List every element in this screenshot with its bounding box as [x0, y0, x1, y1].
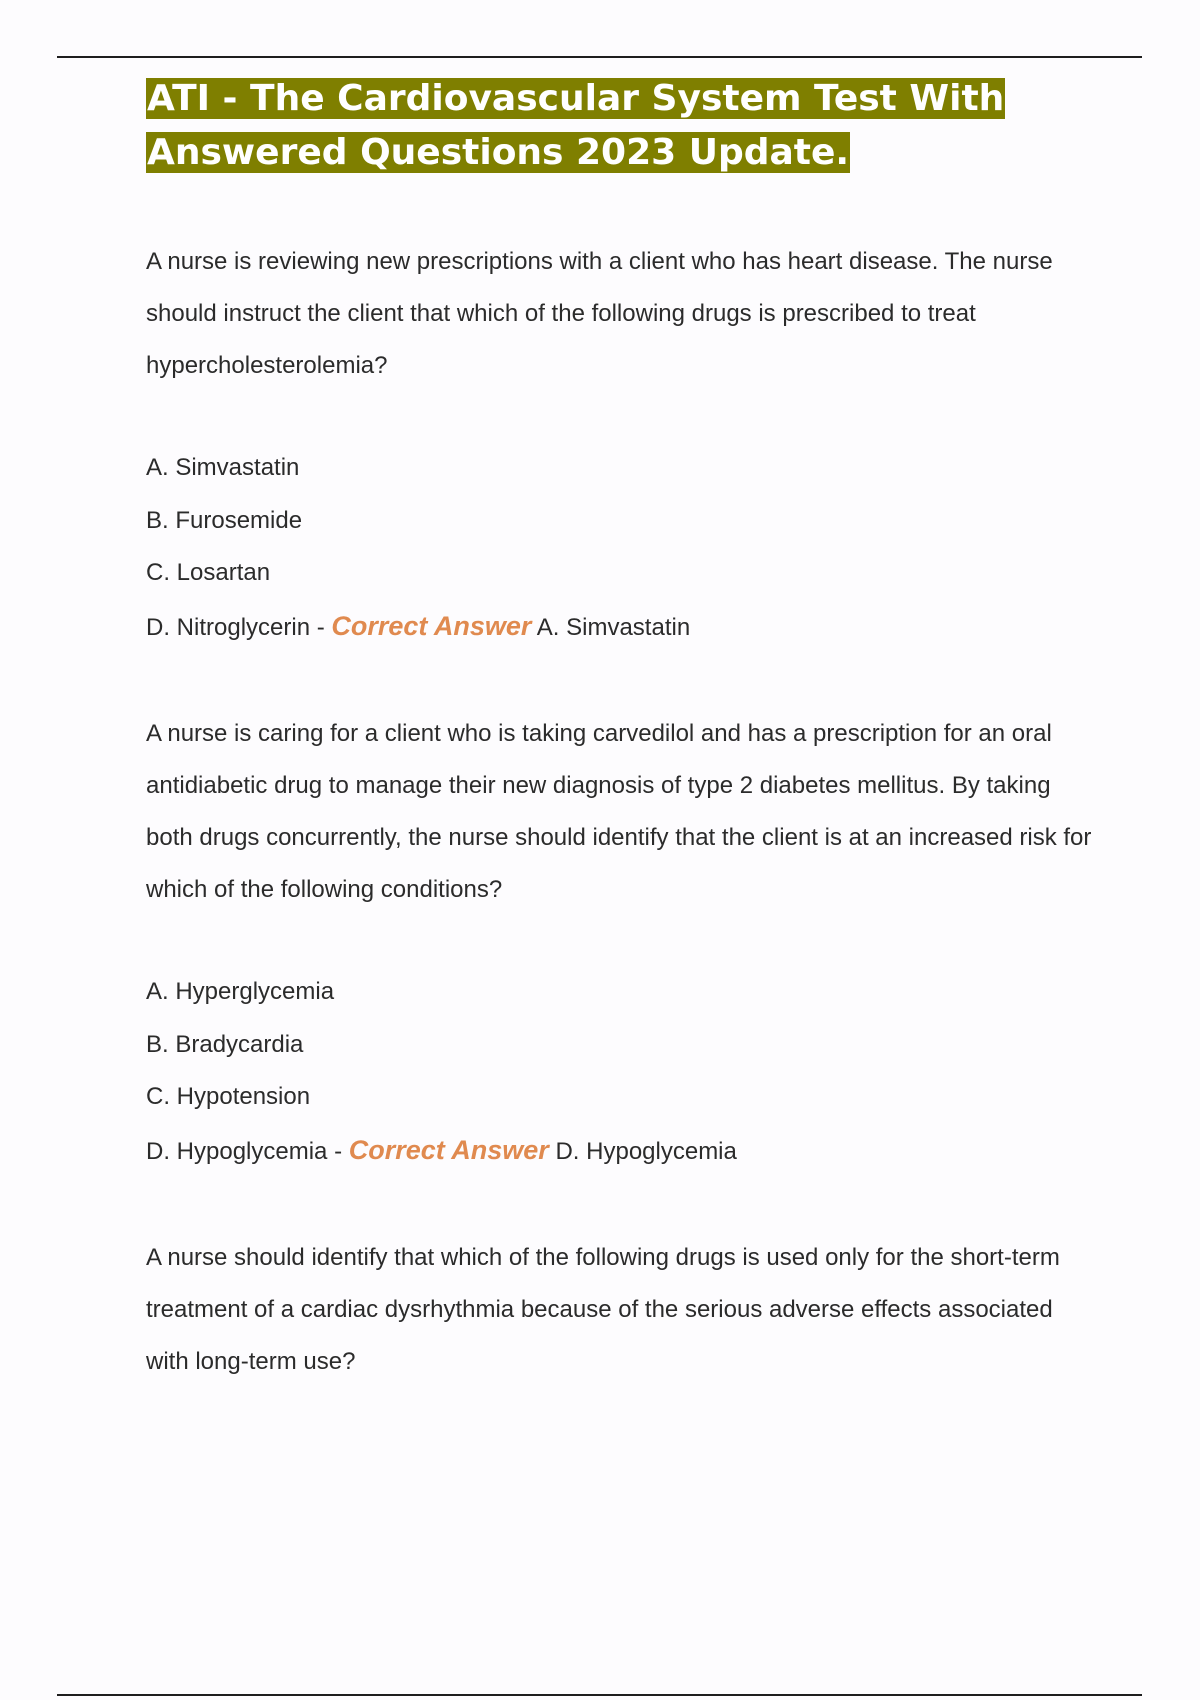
- title-line-2: Answered Questions 2023 Update.: [147, 132, 850, 173]
- bottom-rule: [57, 1694, 1142, 1696]
- answer-text: A. Simvastatin: [536, 613, 691, 641]
- option-item: A. Hyperglycemia: [146, 978, 335, 1005]
- option-item: B. Furosemide: [146, 506, 303, 534]
- option-item: C. Hypotension: [146, 1083, 311, 1110]
- option-text: D. Hypoglycemia: [146, 1137, 328, 1165]
- question-2-options: [146, 966, 1096, 1178]
- title-line-1: ATI - The Cardiovascular System Test With: [147, 78, 1005, 119]
- option-item-with-answer: [146, 600, 1096, 655]
- option-item: C. Losartan: [146, 559, 271, 586]
- question-2-text: A nurse is caring for a client who is taking carvedilol and has a prescription for an oral antidiabetic drug to manage their new diagnosis of type 2 diabetes mellitus. By taking both drugs concurrently, the nurse should identify that the client is at an increased risk for which of the following conditions?: [146, 720, 1092, 903]
- correct-answer-label: Correct Answer: [348, 1134, 549, 1165]
- separator: -: [327, 1137, 349, 1165]
- question-1-text: A nurse is reviewing new prescriptions with a client who has heart disease. The nurse should instruct the client that which of the following drugs is prescribed to treat hypercholesterolemia?: [146, 248, 1053, 379]
- answer-text: D. Hypoglycemia: [555, 1137, 737, 1165]
- correct-answer-label: Correct Answer: [331, 610, 532, 641]
- document-body: [146, 72, 1096, 1388]
- document-title: [146, 72, 1096, 180]
- option-text: D. Nitroglycerin: [146, 613, 311, 641]
- top-rule: [57, 56, 1142, 58]
- option-item: B. Bradycardia: [146, 1030, 304, 1058]
- question-3-text: A nurse should identify that which of the following drugs is used only for the short-term treatment of a cardiac dysrhythmia because of the serious adverse effects associated with long-term use?: [146, 1244, 1060, 1375]
- question-1-options: [146, 442, 1096, 654]
- option-item: A. Simvastatin: [146, 454, 300, 481]
- option-item-with-answer: [146, 1124, 1096, 1179]
- separator: -: [310, 613, 332, 641]
